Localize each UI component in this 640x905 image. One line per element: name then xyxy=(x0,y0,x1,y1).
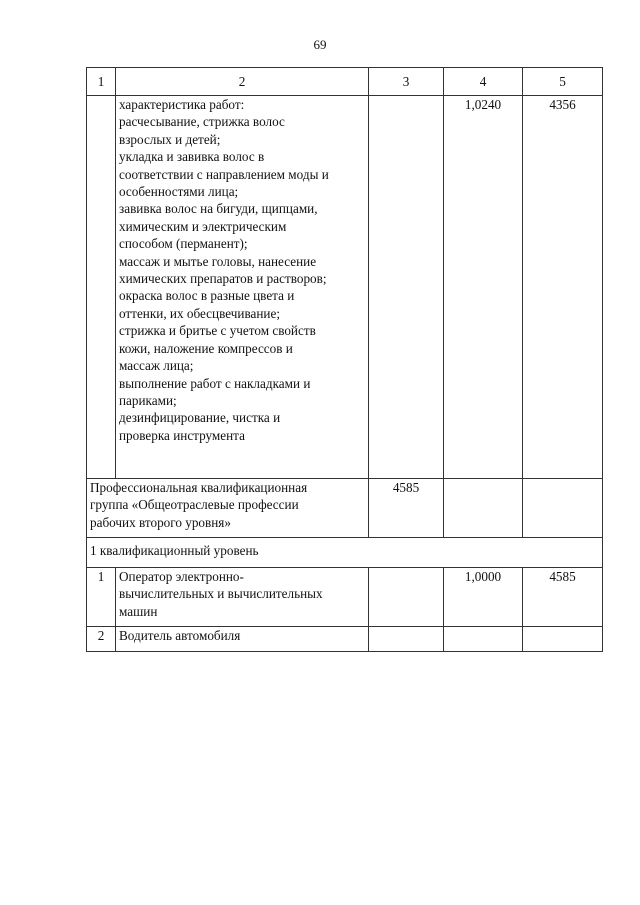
qualification-group-title xyxy=(87,479,369,538)
row-number: 1 xyxy=(87,568,116,627)
description-line: способом (перманент); xyxy=(119,236,248,252)
description-line: окраска волос в разные цвета и xyxy=(119,288,295,304)
description-line: кожи, наложение компрессов и xyxy=(119,340,293,356)
table-row xyxy=(87,568,603,627)
qualification-level-label: 1 квалификационный уровень xyxy=(87,538,603,568)
description-line: проверка инструмента xyxy=(119,427,245,443)
row-base-salary-cell xyxy=(369,568,444,627)
work-description-cell xyxy=(116,96,369,479)
profession-line: Оператор электронно- xyxy=(119,569,244,584)
desc-base-salary-cell xyxy=(369,96,444,479)
group-title-line: рабочих второго уровня» xyxy=(90,514,231,530)
profession-line: Водитель автомобиля xyxy=(119,628,241,643)
header-col-3: 3 xyxy=(369,68,444,96)
row-salary-cell: 4585 xyxy=(523,568,603,627)
table-row-qualification-level xyxy=(87,538,603,568)
group-title-line: Профессиональная квалификационная xyxy=(90,480,308,495)
description-line: оттенки, их обесцвечивание; xyxy=(119,305,280,321)
description-line: укладка и завивка волос в xyxy=(119,149,265,165)
row-coefficient-cell xyxy=(444,627,523,652)
description-line: расчесывание, стрижка волос xyxy=(119,114,285,130)
profession-line: вычислительных и вычислительных xyxy=(119,586,323,602)
table-header-row xyxy=(87,68,603,96)
profession-name-cell xyxy=(116,568,369,627)
desc-num-cell xyxy=(87,96,116,479)
group-salary-cell xyxy=(523,479,603,538)
description-line: особенностями лица; xyxy=(119,184,239,200)
description-line: выполнение работ с накладками и xyxy=(119,375,311,391)
row-base-salary-cell xyxy=(369,627,444,652)
row-number: 2 xyxy=(87,627,116,652)
group-base-salary-cell: 4585 xyxy=(369,479,444,538)
header-col-4: 4 xyxy=(444,68,523,96)
description-line: взрослых и детей; xyxy=(119,131,221,147)
group-coefficient-cell xyxy=(444,479,523,538)
description-line: химических препаратов и растворов; xyxy=(119,271,327,287)
desc-salary-cell: 4356 xyxy=(523,96,603,479)
salary-table xyxy=(86,67,603,652)
description-line: париками; xyxy=(119,392,177,408)
table-row xyxy=(87,627,603,652)
profession-name-cell xyxy=(116,627,369,652)
row-salary-cell xyxy=(523,627,603,652)
header-col-5: 5 xyxy=(523,68,603,96)
page-number: 69 xyxy=(313,37,327,52)
group-title-line: группа «Общеотраслевые профессии xyxy=(90,497,299,513)
description-line: характеристика работ: xyxy=(119,97,245,112)
description-line: массаж и мытье головы, нанесение xyxy=(119,253,317,269)
description-line: соответствии с направлением моды и xyxy=(119,166,329,182)
header-col-2: 2 xyxy=(116,68,369,96)
row-coefficient-cell: 1,0000 xyxy=(444,568,523,627)
table-row-work-description xyxy=(87,96,603,479)
header-col-1: 1 xyxy=(87,68,116,96)
description-line: дезинфицирование, чистка и xyxy=(119,410,281,426)
description-line: массаж лица; xyxy=(119,358,194,374)
description-line: завивка волос на бигуди, щипцами, xyxy=(119,201,318,217)
table-row-qualification-group xyxy=(87,479,603,538)
desc-coefficient-cell: 1,0240 xyxy=(444,96,523,479)
description-line: химическим и электрическим xyxy=(119,218,287,234)
description-line: стрижка и бритье с учетом свойств xyxy=(119,323,316,339)
profession-line: машин xyxy=(119,603,158,619)
